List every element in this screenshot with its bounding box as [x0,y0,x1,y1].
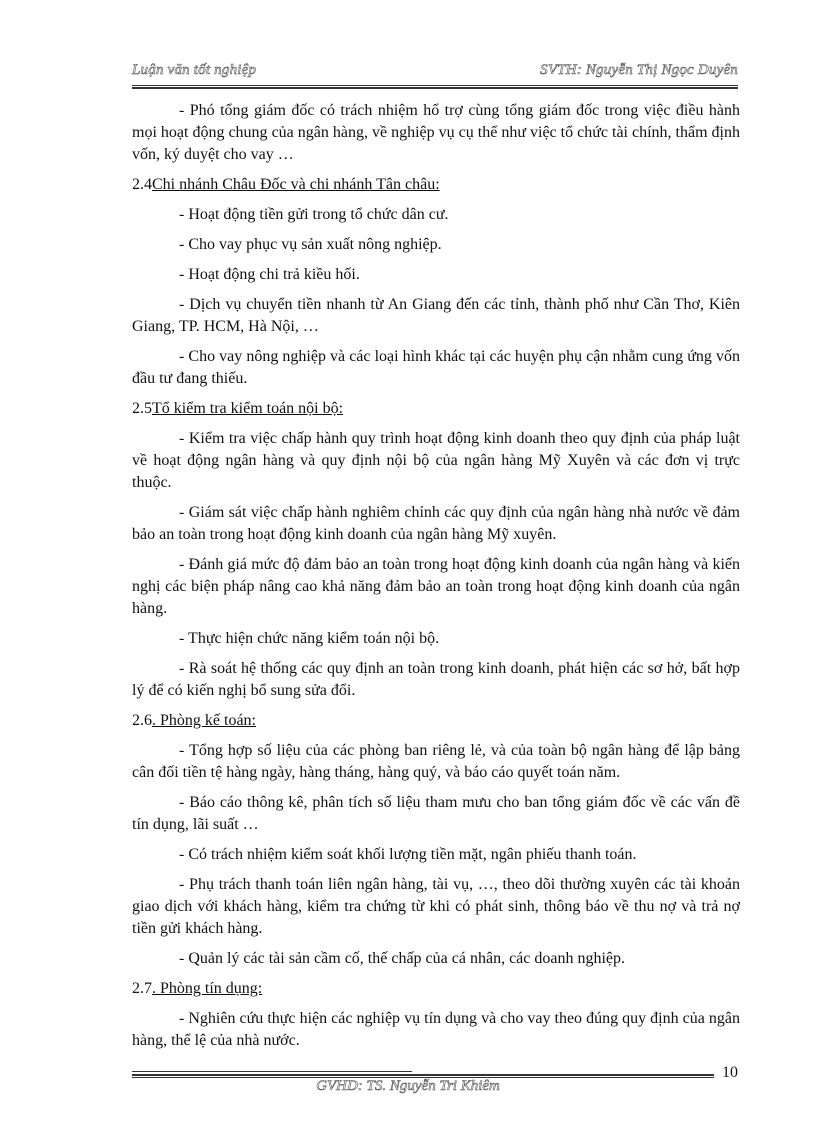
paragraph: - Có trách nhiệm kiểm soát khối lượng tiền mặt, ngân phiếu thanh toán. [179,846,637,863]
section-heading [132,398,740,420]
paragraph: - Phó tổng giám đốc có trách nhiệm hổ trợ cùng tổng giám đốc trong việc điều hành mọi hoạt động chung của ngân hàng, về nghiệp vụ cụ thể như việc tổ chức tài chính, thẩm định vốn, ký duyệt cho vay … [132,102,740,163]
section-heading [132,978,740,1000]
paragraph: - Dịch vụ chuyển tiền nhanh từ An Giang đến các tỉnh, thành phố như Cần Thơ, Kiên Giang, TP. HCM, Hà Nội, … [132,296,740,335]
section-number: 2.5 [132,400,152,417]
paragraph: - Rà soát hệ thống các quy định an toàn trong kinh doanh, phát hiện các sơ hở, bất hợp lý để có kiến nghị bổ sung sửa đổi. [132,660,740,699]
section-title: Tổ kiểm tra kiểm toán nội bộ: [152,400,344,417]
paragraph: - Tổng hợp số liệu của các phòng ban riêng lẻ, và của toàn bộ ngân hàng để lập bảng cân đối tiền tệ hàng ngày, hàng tháng, hàng quý, và báo cáo quyết toán năm. [132,742,740,781]
paragraph: - Hoạt động tiền gửi trong tổ chức dân cư. [179,206,449,223]
section-number: 2.4 [132,176,152,193]
section-title: Chi nhánh Châu Đốc và chi nhánh Tân châu: [152,176,440,193]
paragraph: - Giám sát việc chấp hành nghiêm chỉnh các quy định của ngân hàng nhà nước về đảm bảo an toàn trong hoạt động kinh doanh của ngân hàng Mỹ xuyên. [132,504,740,543]
paragraph: - Hoạt động chi trả kiều hối. [179,266,360,283]
paragraph: - Thực hiện chức năng kiểm toán nội bộ. [179,630,440,647]
paragraph: - Kiểm tra việc chấp hành quy trình hoạt động kinh doanh theo quy định của pháp luật về hoạt động ngân hàng và quy định nội bộ của ngân hàng Mỹ Xuyên và các đơn vị trực thuộc. [132,430,740,491]
section-heading [132,174,740,196]
section-number: 2.6 [132,712,152,729]
section-title: . Phòng kế toán: [152,712,256,729]
header-divider [132,85,738,89]
header-student-name: SVTH: Nguyễn Thị Ngọc Duyên [540,62,738,78]
paragraph: - Báo cáo thông kê, phân tích số liệu tham mưu cho ban tổng giám đốc về các vấn đề tín dụng, lãi suất … [132,794,740,833]
paragraph: - Nghiên cứu thực hiện các nghiệp vụ tín dụng và cho vay theo đúng quy định của ngân hàng, thể lệ của nhà nước. [132,1010,740,1049]
page-body [132,100,740,1060]
paragraph: - Cho vay phục vụ sản xuất nông nghiệp. [179,236,442,253]
section-heading [132,710,740,732]
page-header [132,62,738,86]
paragraph: - Đánh giá mức độ đảm bảo an toàn trong hoạt động kinh doanh của ngân hàng và kiến nghị các biện pháp nâng cao khả năng đảm bảo an toàn trong hoạt động kinh doanh của ngân hàng. [132,556,740,617]
section-number: 2.7 [132,980,152,997]
page-number: 10 [722,1064,738,1081]
header-thesis-label: Luận văn tốt nghiệp [132,62,257,78]
footer-divider-short [132,1071,412,1072]
footer-advisor: GVHD: TS. Nguyễn Tri Khiêm [316,1078,500,1094]
paragraph: - Phụ trách thanh toán liên ngân hàng, tài vụ, …, theo dõi thường xuyên các tài khoản giao dịch với khách hàng, kiểm tra chứng từ khi có phát sinh, thông báo về thu nợ và trả nợ tiền gửi khách hàng. [132,876,740,937]
paragraph: - Cho vay nông nghiệp và các loại hình khác tại các huyện phụ cận nhằm cung ứng vốn đầu tư đang thiếu. [132,348,740,387]
paragraph: - Quản lý các tài sản cầm cố, thế chấp của cá nhân, các doanh nghiệp. [179,950,626,967]
section-title: . Phòng tín dụng: [152,980,263,997]
